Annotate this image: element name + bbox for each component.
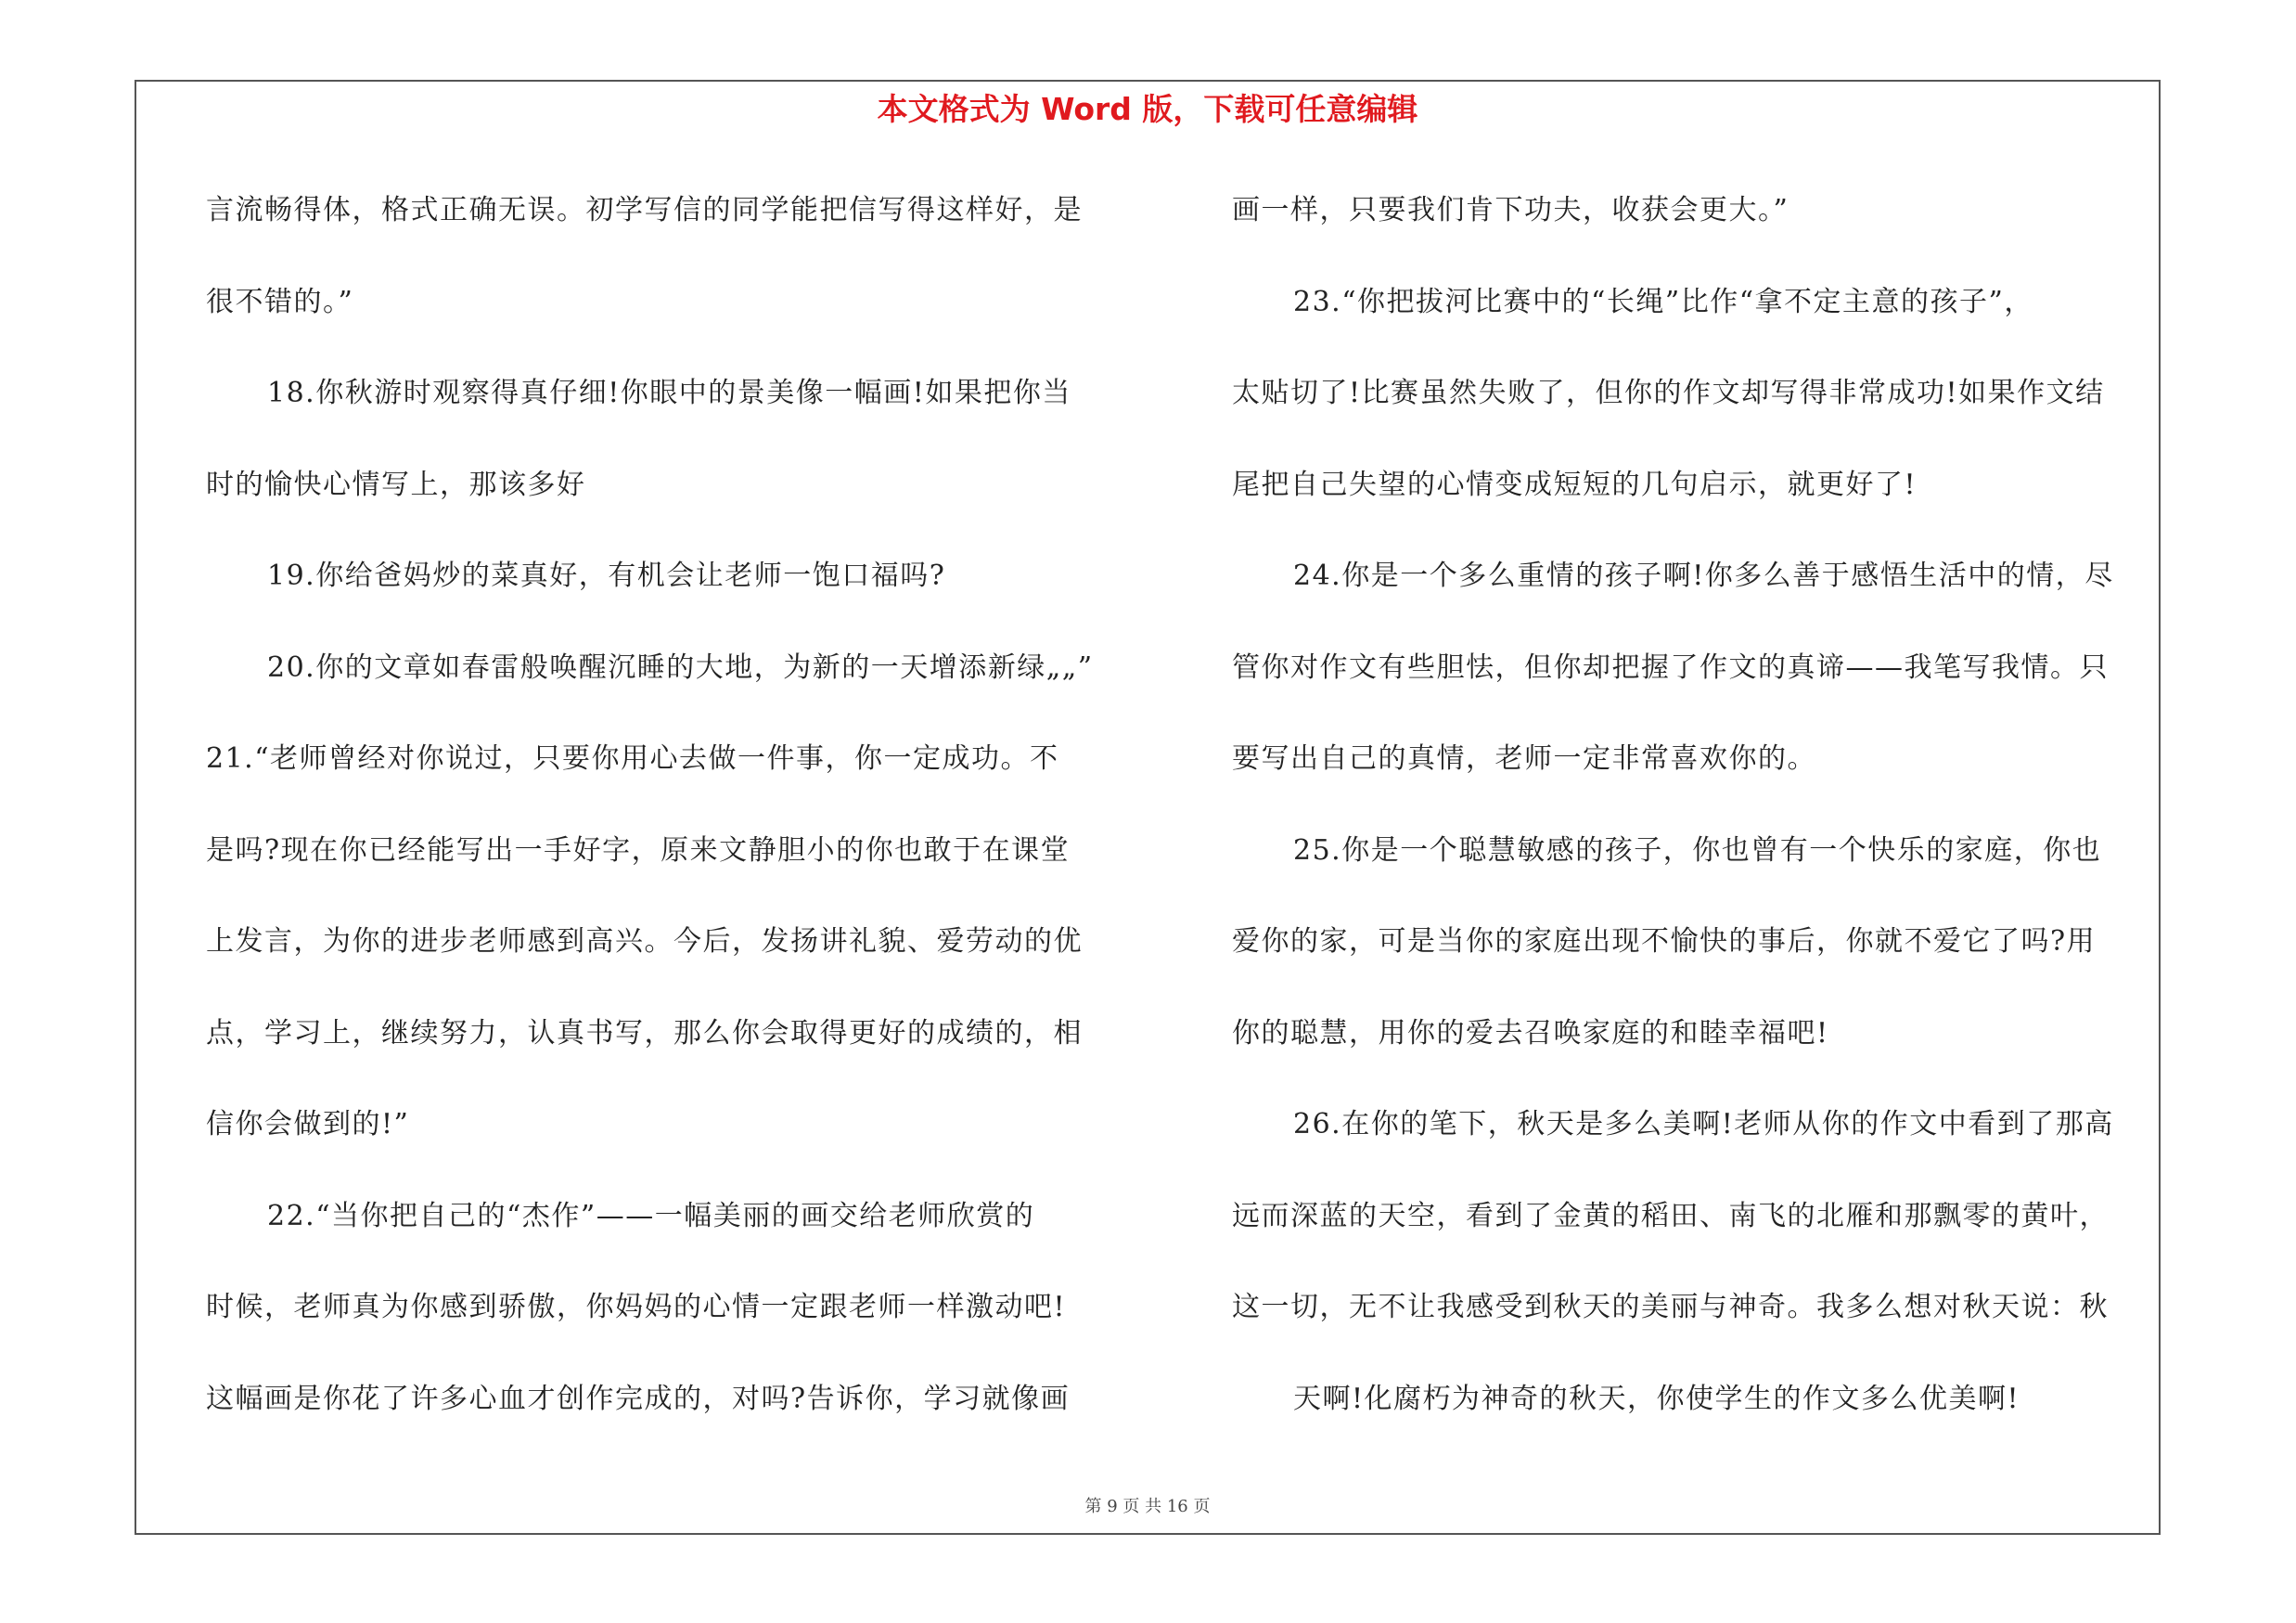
text-line: 22.“当你把自己的“杰作”——一幅美丽的画交给老师欣赏的 [267, 1199, 1035, 1232]
text-line: 画一样，只要我们肯下功夫，收获会更大。” [1232, 194, 1789, 226]
text-line: 爱你的家，可是当你的家庭出现不愉快的事后，你就不爱它了吗?用 [1232, 925, 2097, 958]
format-banner: 本文格式为 Word 版，下载可任意编辑 [877, 91, 1418, 127]
text-line: 你的聪慧，用你的爱去召唤家庭的和睦幸福吧! [1232, 1016, 1829, 1050]
text-line: 管你对作文有些胆怯，但你却把握了作文的真谛——我笔写我情。只 [1232, 650, 2109, 684]
text-line: 天啊!化腐朽为神奇的秋天，你使学生的作文多么优美啊! [1293, 1382, 2020, 1415]
text-line: 25.你是一个聪慧敏感的孩子，你也曾有一个快乐的家庭，你也 [1293, 833, 2102, 867]
text-line: 23.“你把拔河比赛中的“长绳”比作“拿不定主意的孩子”， [1293, 285, 2033, 318]
text-line: 点，学习上，继续努力，认真书写，那么你会取得更好的成绩的，相 [206, 1016, 1083, 1050]
text-line: 尾把自己失望的心情变成短短的几句启示，就更好了! [1232, 468, 1918, 501]
text-line: 21.“老师曾经对你说过，只要你用心去做一件事，你一定成功。不 [206, 742, 1059, 775]
text-line: 20.你的文章如春雷般唤醒沉睡的大地，为新的一天增添新绿„„” [267, 650, 1094, 684]
text-line: 太贴切了!比赛虽然失败了，但你的作文却写得非常成功!如果作文结 [1232, 377, 2105, 409]
text-line: 要写出自己的真情，老师一定非常喜欢你的。 [1232, 742, 1816, 775]
text-line: 这幅画是你花了许多心血才创作完成的，对吗?告诉你，学习就像画 [206, 1382, 1071, 1415]
text-line: 远而深蓝的天空，看到了金黄的稻田、南飞的北雁和那飘零的黄叶， [1232, 1199, 2109, 1232]
text-line: 信你会做到的!” [206, 1108, 410, 1140]
left-column [206, 182, 1134, 1462]
text-line: 上发言，为你的进步老师感到高兴。今后，发扬讲礼貌、爱劳动的优 [206, 925, 1083, 958]
page-number: 第 9 页 共 16 页 [1084, 1497, 1211, 1516]
text-line: 18.你秋游时观察得真仔细!你眼中的景美像一幅画!如果把你当 [267, 377, 1071, 409]
text-line: 24.你是一个多么重情的孩子啊!你多么善于感悟生活中的情，尽 [1293, 560, 2114, 592]
text-line: 19.你给爸妈炒的菜真好，有机会让老师一饱口福吗? [267, 560, 946, 592]
text-line: 是吗?现在你已经能写出一手好字，原来文静胆小的你也敢于在课堂 [206, 833, 1071, 867]
right-column [1232, 182, 2160, 1462]
text-line: 很不错的。” [206, 285, 354, 318]
text-line: 时的愉快心情写上，那该多好 [206, 468, 586, 501]
text-line: 时候，老师真为你感到骄傲，你妈妈的心情一定跟老师一样激动吧! [206, 1291, 1067, 1323]
text-line: 26.在你的笔下，秋天是多么美啊!老师从你的作文中看到了那高 [1293, 1108, 2114, 1140]
text-line: 言流畅得体，格式正确无误。初学写信的同学能把信写得这样好，是 [206, 194, 1083, 226]
text-line: 这一切，无不让我感受到秋天的美丽与神奇。我多么想对秋天说：秋 [1232, 1291, 2109, 1323]
